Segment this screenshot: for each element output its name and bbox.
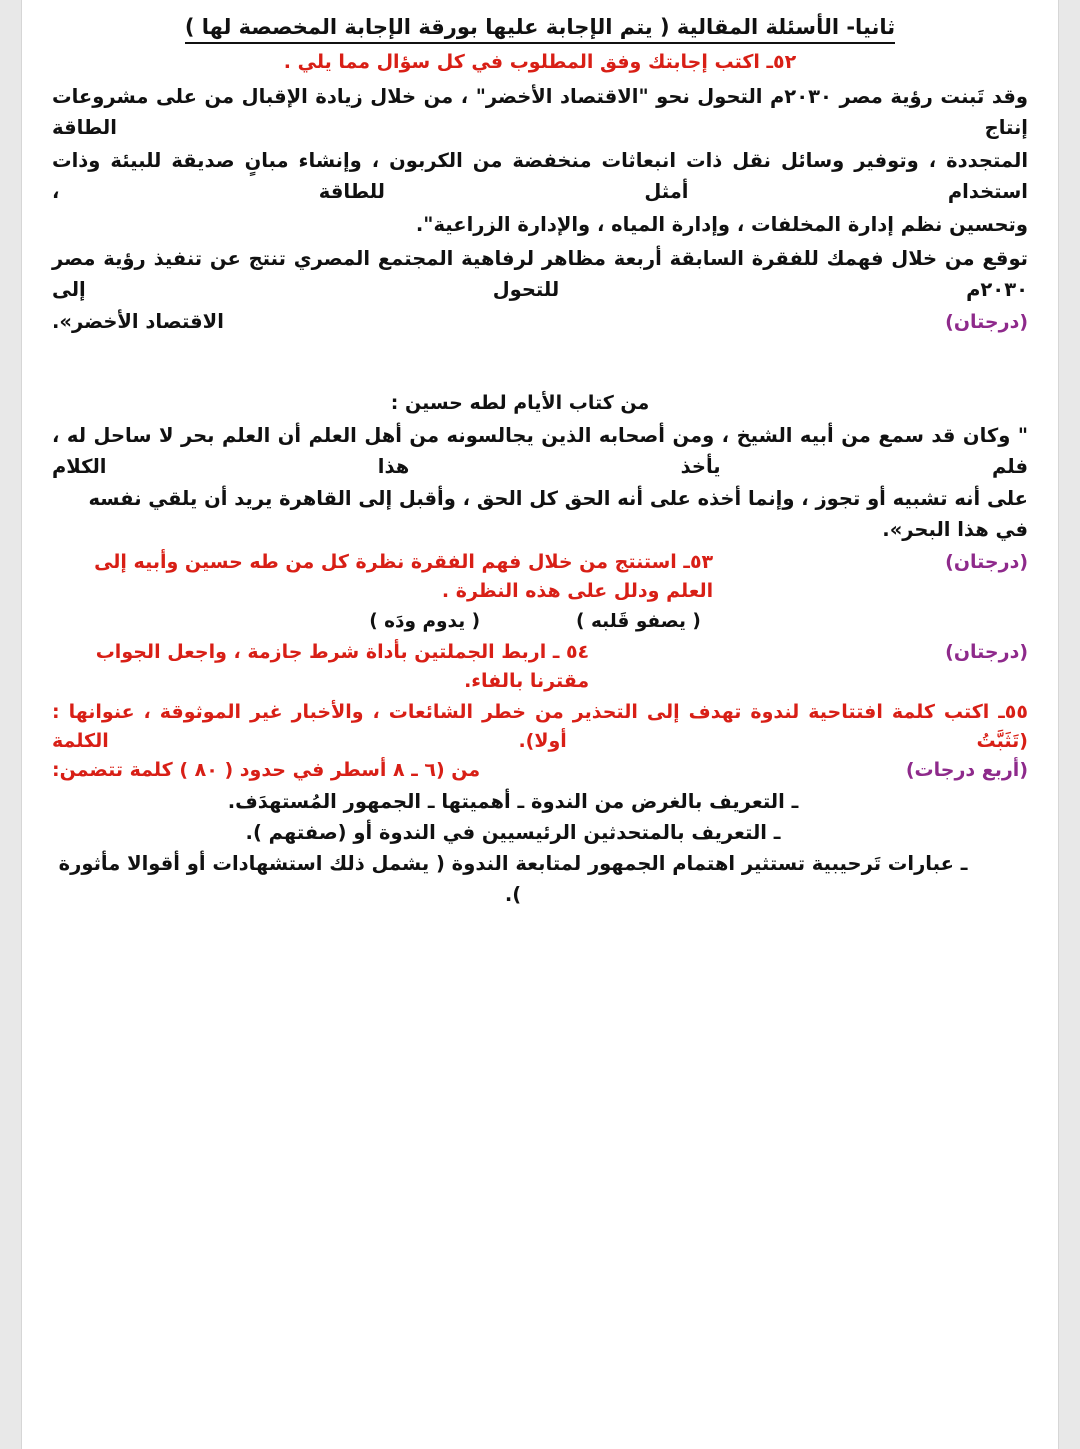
question-52-passage-line-2: المتجددة ، وتوفير وسائل نقل ذات انبعاثات منخفضة من الكربون ، وإنشاء مبانٍ صديقة للبيئة وذات استخدام أمثل للطاقة ،: [52, 148, 1028, 204]
question-53-text: ٥٣ـ استنتج من خلال فهم الفقرة نظرة كل من طه حسين وأبيه إلى العلم ودلل على هذه النظرة .: [94, 551, 714, 603]
document-page: [22, 0, 1058, 1449]
section-heading: ثانيا- الأسئلة المقالية ( يتم الإجابة عليها بورقة الإجابة المخصصة لها ): [185, 14, 895, 44]
question-55-bullet-1: ـ التعريف بالغرض من الندوة ـ أهميتها ـ الجمهور المُستهدَف.: [227, 789, 799, 813]
question-54-marks: (درجتان): [945, 640, 1028, 663]
question-52-instruction: ٥٢ـ اكتب إجابتك وفق المطلوب في كل سؤال مما يلي .: [283, 51, 797, 74]
question-54-row: [52, 638, 1028, 697]
question-52-task-tail: الاقتصاد الأخضر».: [52, 309, 224, 333]
passage-2-source: من كتاب الأيام لطه حسين :: [390, 392, 650, 415]
question-52-passage-line-1: وقد تَبنت رؤية مصر ٢٠٣٠م التحول نحو "الاقتصاد الأخضر" ، من خلال زيادة الإقبال من على مشروعات إنتاج الطاقة: [52, 84, 1028, 140]
question-55-bullet-2: ـ التعريف بالمتحدثين الرئيسيين في الندوة أو (صفتهم ).: [245, 821, 781, 844]
question-53-hints-row: [52, 608, 1028, 636]
passage-2-quote-line-1: " وكان قد سمع من أبيه الشيخ ، ومن أصحابه الذين يجالسونه من أهل العلم أن العلم بحر لا ساحل له ، فلم يأخذ هذا الكلام: [52, 423, 1028, 479]
question-53-hint-2: ( يصفو قَلبه ): [576, 610, 701, 632]
question-55-line-1: ٥٥ـ اكتب كلمة افتتاحية لندوة تهدف إلى التحذير من خطر الشائعات ، والأخبار غير الموثوقة ، عنوانها : (تَثَبَّتُ أولا). الكلمة: [52, 700, 1028, 752]
question-55-bullet-3: ـ عبارات تَرحيبية تستثير اهتمام الجمهور لمتابعة الندوة ( يشمل ذلك استشهادات أو أقوالا مأثورة ).: [58, 852, 968, 907]
question-52-task: توقع من خلال فهمك للفقرة السابقة أربعة مظاهر لرفاهية المجتمع المصري تنتج عن تنفيذ رؤية مصر ٢٠٣٠م للتحول إلى: [52, 246, 1028, 302]
question-55-line-2: من (٦ ـ ٨ أسطر في حدود ( ٨٠ ) كلمة تتضمن:: [52, 759, 481, 782]
question-54-text: ٥٤ ـ اربط الجملتين بأداة شرط جازمة ، واجعل الجواب مقترنا بالفاء.: [95, 640, 590, 693]
question-52-task-tail-row: [52, 306, 1028, 337]
question-53-hint-1: ( يدوم ودَه ): [369, 610, 481, 632]
question-55-marks: (أربع درجات): [905, 759, 1028, 782]
section-spacer: [52, 337, 1028, 389]
question-52-passage-line-3: وتحسين نظم إدارة المخلفات ، وإدارة المياه ، والإدارة الزراعية".: [415, 213, 1028, 237]
question-53-marks: (درجتان): [945, 551, 1028, 573]
passage-2-quote-line-2: على أنه تشبيه أو تجوز ، وإنما أخذه على أنه الحق كل الحق ، وأقبل إلى القاهرة يريد أن يلقي نفسه في هذا البحر».: [88, 486, 1028, 542]
question-53-row: [52, 548, 1028, 607]
question-52-marks: (درجتان): [945, 310, 1028, 333]
section-heading-row: [52, 14, 1028, 44]
document-content: [22, 0, 1058, 911]
question-55-line-2-row: [52, 756, 1028, 785]
